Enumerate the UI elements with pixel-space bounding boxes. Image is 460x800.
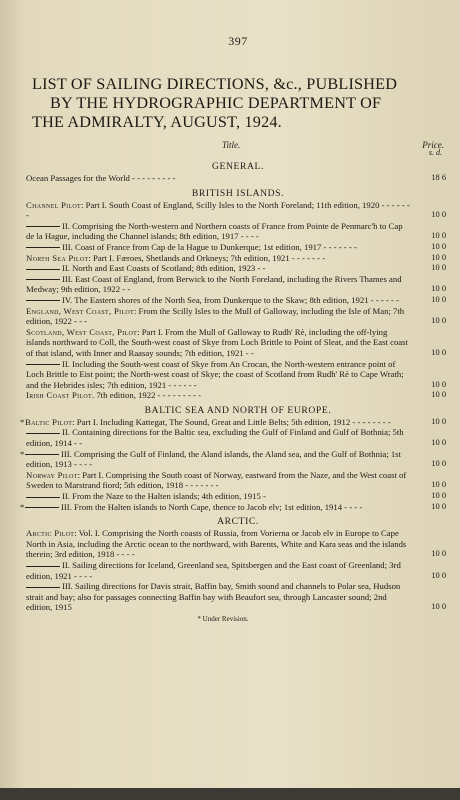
ditto-rule <box>26 247 60 248</box>
entry-text: Ocean Passages for the World - - - - - - - - - <box>26 173 176 183</box>
directions-entry <box>26 200 450 221</box>
title-line: LIST OF SAILING DIRECTIONS, &c., PUBLISHED <box>32 75 398 93</box>
ditto-rule <box>26 433 60 434</box>
entry-text: II. Comprising the North-western and Northern coasts of France from Pointe de Penmarc'h to Cap de la Hague, including the Channel islands; 8th edition, 1917 - - - - <box>26 220 403 242</box>
entry-title <box>20 448 416 470</box>
directions-entry <box>26 359 450 391</box>
directions-entry <box>26 242 450 253</box>
ditto-rule <box>26 364 60 365</box>
pilot-name: Baltic Pilot <box>25 416 73 427</box>
scan-edge <box>0 788 460 800</box>
revision-marker: * <box>20 448 25 459</box>
entry-text: III. Comprising the Gulf of Finland, the Aland islands, the Aland sea, and the Gulf of Bothnia; 1st edition, 1913 - - - - <box>26 448 401 470</box>
ditto-rule <box>25 454 59 455</box>
ditto-rule <box>25 507 59 508</box>
directions-list <box>20 161 450 613</box>
entry-title <box>26 470 416 491</box>
entry-title <box>26 295 416 306</box>
entry-price: 10 0 <box>431 602 446 612</box>
entry-price: 10 0 <box>431 459 446 469</box>
title-line: BY THE HYDROGRAPHIC DEPARTMENT OF <box>50 94 382 112</box>
entry-title <box>26 427 416 448</box>
page-title <box>32 75 450 132</box>
ditto-rule <box>26 269 60 270</box>
section-heading: BALTIC SEA AND NORTH OF EUROPE. <box>144 404 332 416</box>
directions-entry <box>26 427 450 448</box>
entry-price: 10 0 <box>431 252 446 262</box>
ditto-rule <box>26 279 60 280</box>
entry-price: 10 0 <box>431 241 446 251</box>
entry-text: II. North and East Coasts of Scotland; 8th edition, 1923 - - <box>62 263 266 274</box>
entry-title <box>20 501 416 513</box>
pilot-name: Irish Coast Pilot <box>26 390 92 401</box>
footnote: * Under Revision. <box>197 614 249 623</box>
entry-title <box>26 560 416 581</box>
entry-text: : From the Scilly Isles to the Mull of Galloway, including the Isle of Man; 7th edition, 1922 - - - <box>26 305 405 327</box>
entry-title <box>26 221 416 242</box>
entry-text: : Part I. Including Kattegat, The Sound, Great and Little Belts; 5th edition, 1912 - - - - - - - - <box>72 416 391 427</box>
entry-price: 10 0 <box>431 501 446 511</box>
entry-text: IV. The Eastern shores of the North Sea, from Dunkerque to the Skaw; 8th edition, 1921 - - - - - - <box>62 294 399 305</box>
entry-text: II. Including the South-west coast of Skye from An Crocan, the North-western entrance point of Loch Brittle to Eist point; the North-west coast of Skye; the coast of Scotland from Rudh' Rè to Cape Wrath; and the Hebrides isles; 7th edition, 1921 - - - - - - <box>26 358 404 390</box>
price-column-header: Price. <box>422 140 444 150</box>
directions-entry <box>20 448 450 470</box>
entry-price: 10 0 <box>431 294 446 304</box>
entry-title <box>26 581 416 613</box>
entry-price: 10 0 <box>431 263 446 273</box>
ditto-rule <box>26 300 60 301</box>
directions-entry <box>26 327 450 359</box>
directions-entry <box>26 560 450 581</box>
entry-title <box>20 416 416 428</box>
directions-entry <box>26 253 450 264</box>
entry-price: 10 0 <box>431 438 446 448</box>
entry-price: 18 6 <box>431 173 446 182</box>
entry-title <box>26 242 416 253</box>
entry-text: : Part I. From the Mull of Galloway to Rudh' Rè, including the off-lying islands northward to Coll, the South-west coast of Skye from Loch Brittle to Point of Sleat, and the East coast of that island, with Inner and Raasay sounds; 7th edition, 1921 - - <box>26 326 408 358</box>
pilot-name: Norway Pilot <box>26 469 78 480</box>
entry-price: 10 0 <box>431 491 446 501</box>
section-heading: BRITISH ISLANDS. <box>191 187 285 199</box>
title-line: THE ADMIRALTY, AUGUST, 1924. <box>32 113 282 131</box>
entry-price: 10 0 <box>431 390 446 400</box>
entry-title <box>26 306 416 327</box>
ditto-rule <box>26 497 60 498</box>
directions-entry <box>26 491 450 502</box>
entry-text: : Part I. South Coast of England, Scilly Isles to the North Foreland; 11th edition, 1920 - - - - - - - <box>26 199 410 221</box>
pilot-name: Arctic Pilot <box>26 528 75 539</box>
title-column-header: Title. <box>222 140 241 150</box>
directions-entry <box>26 173 450 184</box>
entry-text: III. Sailing directions for Davis strait, Baffin bay, Smith sound and channels to Polar sea, Hudson strait and bay; also for passages connecting Baffin bay with Beaufort sea, through Lancaster sound; 2nd edition, 1915 <box>26 581 401 613</box>
entry-price: 10 0 <box>431 231 446 241</box>
directions-entry <box>20 501 450 513</box>
directions-entry <box>26 581 450 613</box>
entry-text: . 7th edition, 1922 - - - - - - - - - <box>91 390 202 401</box>
entry-title <box>26 327 416 359</box>
directions-entry <box>26 390 450 401</box>
entry-text: II. Sailing directions for Iceland, Greenland sea, Spitsbergen and the East coast of Greenland; 3rd edition, 1921 - - - - <box>26 560 401 581</box>
entry-price: 10 0 <box>431 480 446 490</box>
ditto-rule <box>26 587 60 588</box>
revision-marker: * <box>20 501 25 512</box>
directions-entry <box>26 295 450 306</box>
entry-text: III. East Coast of England, from Berwick to the North Foreland, including the Rivers Thames and Medway; 9th edition, 1922 - - <box>26 273 402 295</box>
entry-price: 10 0 <box>431 379 446 389</box>
entry-text: II. From the Naze to the Halten islands; 4th edition, 1915 - <box>62 491 266 502</box>
directions-entry <box>26 470 450 491</box>
entry-title <box>26 390 416 401</box>
entry-price: 10 0 <box>431 416 446 426</box>
directions-entry <box>26 306 450 327</box>
entry-title <box>26 491 416 502</box>
pilot-name: Scotland, West Coast, Pilot <box>26 326 138 337</box>
price-units: s. d. <box>428 148 442 157</box>
entry-text: : Part I. Comprising the South coast of Norway, eastward from the Naze, and the West coast of Sweden to Marstrand fiord; 5th edition, 1918 - - - - - - - <box>26 469 407 491</box>
entry-text: III. From the Halten islands to North Cape, thence to Jacob elv; 1st edition, 1914 - - - - <box>61 501 363 512</box>
entry-price: 10 0 <box>431 347 446 357</box>
entry-title <box>26 173 416 184</box>
entry-price: 10 0 <box>431 284 446 294</box>
directions-entry <box>26 221 450 242</box>
directions-entry <box>20 416 450 428</box>
directions-entry <box>26 263 450 274</box>
revision-marker: * <box>20 416 25 427</box>
entry-title <box>26 274 416 295</box>
entry-price: 10 0 <box>431 210 446 220</box>
entry-price: 10 0 <box>431 549 446 559</box>
entry-text: III. Coast of France from Cap de la Hague to Dunkerque; 1st edition, 1917 - - - - - - - <box>62 241 357 252</box>
pilot-name: Channel Pilot <box>26 199 82 210</box>
entry-title <box>26 359 416 391</box>
entry-price: 10 0 <box>431 316 446 326</box>
entry-title <box>26 263 416 274</box>
entry-title <box>26 253 416 264</box>
entry-title <box>26 200 416 221</box>
ditto-rule <box>26 566 60 567</box>
ditto-rule <box>26 226 60 227</box>
entry-price: 10 0 <box>431 570 446 580</box>
entry-text: : Vol. I. Comprising the North coasts of Russia, from Vorierna or Jacob elv in Europe to Cape North in Asia, including the Arctic ocean to the northward, with Barents, White and Kara seas and the islands therein; 3rd edition, 1918 - - - - <box>26 528 407 560</box>
section-heading: GENERAL. <box>212 161 264 172</box>
entry-text: II. Containing directions for the Baltic sea, excluding the Gulf of Finland and Gulf of Bothnia; 5th edition, 1914 - - <box>26 427 404 449</box>
entry-text: : Part I. Færoes, Shetlands and Orkneys; 7th edition, 1921 - - - - - - - <box>88 252 326 263</box>
directions-entry <box>26 528 450 560</box>
pilot-name: England, West Coast, Pilot <box>26 305 134 316</box>
page-number: 397 <box>228 34 248 48</box>
section-heading: ARCTIC. <box>217 516 259 528</box>
entry-title <box>26 528 416 560</box>
directions-entry <box>26 274 450 295</box>
pilot-name: North Sea Pilot <box>26 252 89 263</box>
